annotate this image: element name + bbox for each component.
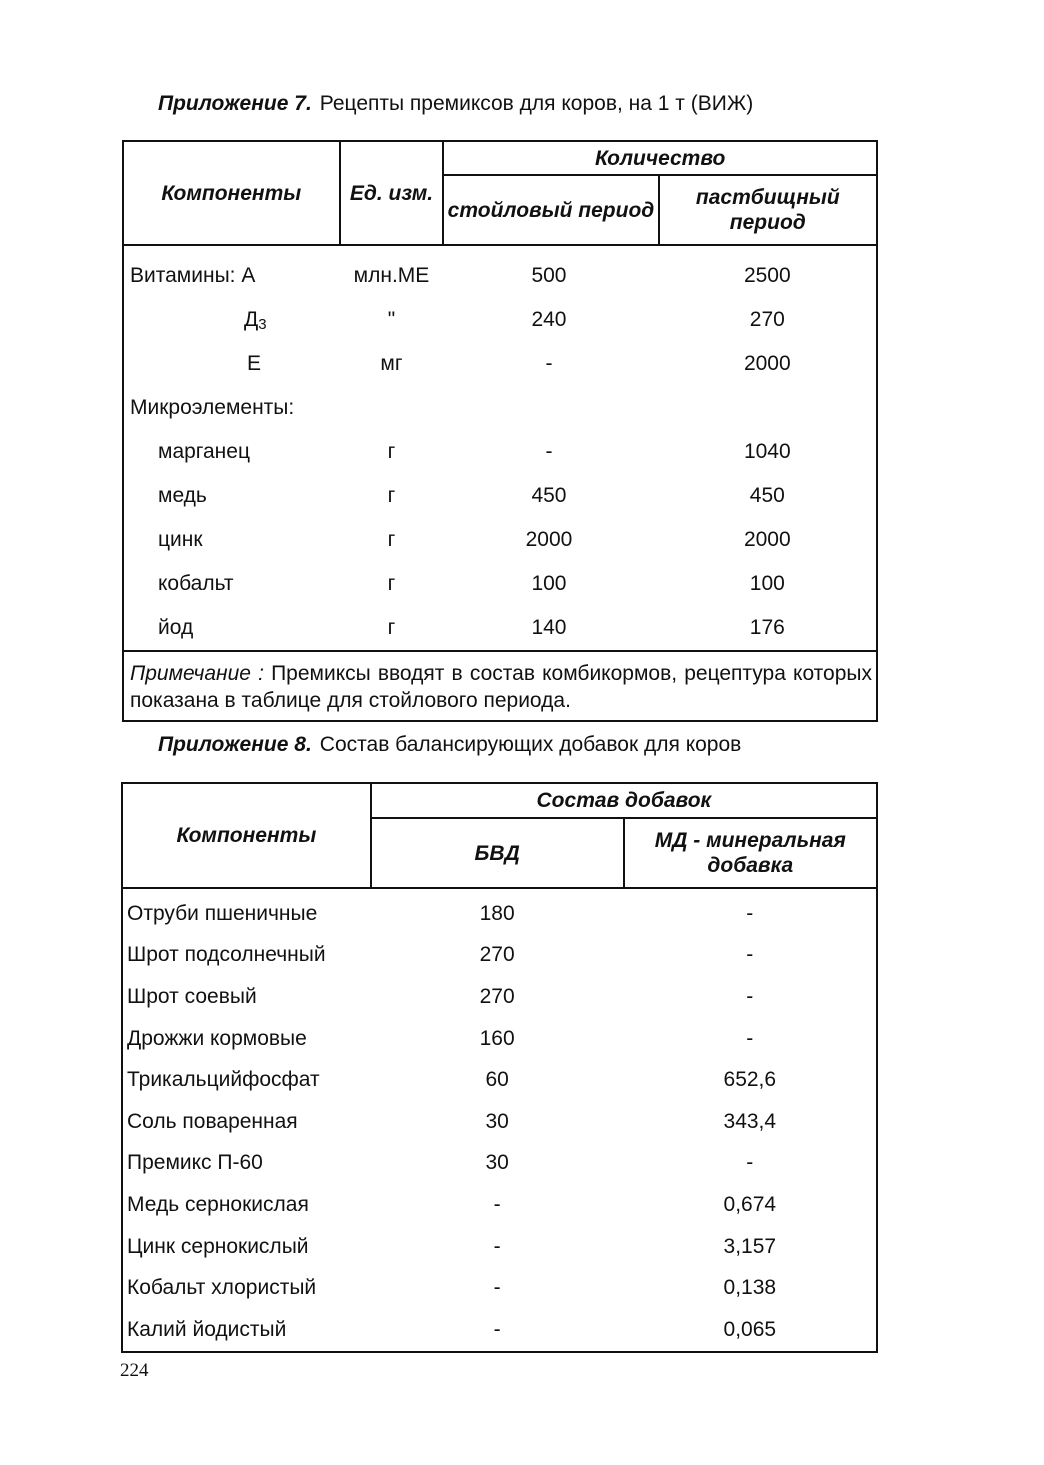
component-name: Микроэлементы: — [130, 396, 295, 419]
appendix8-label: Приложение 8. — [158, 733, 312, 756]
page-number: 224 — [120, 1360, 149, 1381]
md-value: 343,4 — [723, 1109, 777, 1133]
bvd-value: 180 — [479, 901, 515, 925]
md-value: 3,157 — [723, 1234, 777, 1258]
component-name: Кобальт хлористый — [127, 1276, 317, 1300]
table-row — [123, 245, 877, 298]
header-components: Компоненты — [123, 141, 340, 245]
md-value: 0,065 — [723, 1317, 777, 1341]
pasture-value: 270 — [749, 308, 785, 331]
component-name: кобальт — [158, 572, 234, 595]
table-row — [122, 1143, 877, 1185]
header-quantity: Количество — [443, 141, 877, 175]
bvd-value: 160 — [479, 1026, 515, 1050]
component-name: марганец — [158, 440, 250, 463]
appendix7-label: Приложение 7. — [158, 92, 312, 115]
appendix7-caption — [158, 92, 753, 116]
unit-cell: " — [387, 308, 396, 331]
supplements-table — [121, 782, 878, 1353]
table-row — [123, 606, 877, 651]
component-name: Калий йодистый — [127, 1317, 287, 1341]
header-pasture-period: пастбищный период — [659, 175, 877, 245]
component-name: Витамины: А — [130, 264, 256, 287]
table-row — [122, 1059, 877, 1101]
pasture-value: 2500 — [743, 264, 791, 287]
table-row — [122, 1018, 877, 1060]
component-name: йод — [158, 616, 194, 639]
unit-cell: г — [387, 572, 396, 595]
table-row — [123, 562, 877, 606]
component-name: Дрожжи кормовые — [127, 1026, 307, 1050]
bvd-value: 30 — [485, 1109, 509, 1133]
table-row — [122, 1184, 877, 1226]
pasture-value: 100 — [749, 572, 785, 595]
table-row — [123, 386, 877, 430]
component-name: Премикс П-60 — [127, 1151, 263, 1175]
bvd-value: - — [493, 1276, 501, 1300]
header-components: Компоненты — [122, 783, 371, 888]
bvd-value: 60 — [485, 1068, 509, 1092]
stall-value: 140 — [531, 616, 567, 639]
header-md: МД - минеральная добавка — [624, 818, 877, 888]
md-value: - — [746, 943, 754, 967]
note-label: Примечание : — [130, 662, 264, 685]
component-name: медь — [158, 484, 207, 507]
note-row — [123, 651, 877, 721]
unit-cell: г — [387, 528, 396, 551]
unit-cell: г — [387, 440, 396, 463]
unit-cell: г — [387, 616, 396, 639]
component-name: Соль поваренная — [127, 1109, 298, 1133]
table-row — [123, 518, 877, 562]
component-name: Е — [247, 352, 262, 375]
header-stall-period: стойловый период — [443, 175, 658, 245]
table-row — [123, 298, 877, 342]
appendix7-title: Рецепты премиксов для коров, на 1 т (ВИЖ) — [319, 92, 754, 115]
stall-value: 500 — [531, 264, 567, 287]
unit-cell: г — [387, 484, 396, 507]
table-row — [122, 888, 877, 935]
bvd-value: 270 — [479, 984, 515, 1008]
pasture-value — [659, 386, 877, 430]
bvd-value: 30 — [485, 1151, 509, 1175]
table-row — [123, 430, 877, 474]
header-composition: Состав добавок — [371, 783, 877, 818]
stall-value: - — [545, 352, 553, 375]
md-value: - — [746, 1151, 754, 1175]
stall-value: 450 — [531, 484, 567, 507]
component-name: Шрот соевый — [127, 984, 257, 1008]
stall-value: - — [545, 440, 553, 463]
unit-cell — [340, 386, 444, 430]
bvd-value: - — [493, 1317, 501, 1341]
table-row — [122, 1101, 877, 1143]
md-value: - — [746, 984, 754, 1008]
appendix8-title: Состав балансирующих добавок для коров — [319, 733, 742, 756]
table-row — [122, 1226, 877, 1268]
component-name: цинк — [158, 528, 203, 551]
table-row — [122, 976, 877, 1018]
pasture-value: 1040 — [743, 440, 791, 463]
bvd-value: 270 — [479, 943, 515, 967]
component-name: Трикальцийфосфат — [127, 1068, 320, 1092]
stall-value: 2000 — [525, 528, 573, 551]
unit-cell: мг — [380, 352, 403, 375]
pasture-value: 2000 — [743, 352, 791, 375]
stall-value — [443, 386, 658, 430]
appendix8-caption — [158, 733, 741, 757]
component-name: Шрот подсолнечный — [127, 943, 326, 967]
bvd-value: - — [493, 1234, 501, 1258]
md-value: 652,6 — [723, 1068, 777, 1092]
unit-cell: млн.МЕ — [353, 264, 430, 287]
header-unit: Ед. изм. — [340, 141, 444, 245]
table-row — [122, 935, 877, 977]
pasture-value: 2000 — [743, 528, 791, 551]
stall-value: 100 — [531, 572, 567, 595]
premix-table — [122, 140, 878, 722]
table-row — [123, 474, 877, 518]
component-name: Медь сернокислая — [127, 1192, 309, 1216]
md-value: - — [746, 1026, 754, 1050]
header-bvd: БВД — [371, 818, 624, 888]
md-value: 0,138 — [723, 1276, 777, 1300]
pasture-value: 176 — [749, 616, 785, 639]
component-name: Отруби пшеничные — [127, 901, 318, 925]
bvd-value: - — [493, 1192, 501, 1216]
pasture-value: 450 — [749, 484, 785, 507]
table-row — [122, 1309, 877, 1352]
table-row — [123, 342, 877, 386]
table-note — [123, 651, 877, 721]
table-row — [122, 1267, 877, 1309]
component-name: Цинк сернокислый — [127, 1234, 309, 1258]
md-value: - — [746, 901, 754, 925]
stall-value: 240 — [531, 308, 567, 331]
md-value: 0,674 — [723, 1192, 777, 1216]
note-text: Премиксы вводят в состав комбикормов, рецептура которых показана в таблице для стойлового периода. — [130, 662, 873, 712]
component-name: $Д_3$ — [244, 307, 267, 333]
